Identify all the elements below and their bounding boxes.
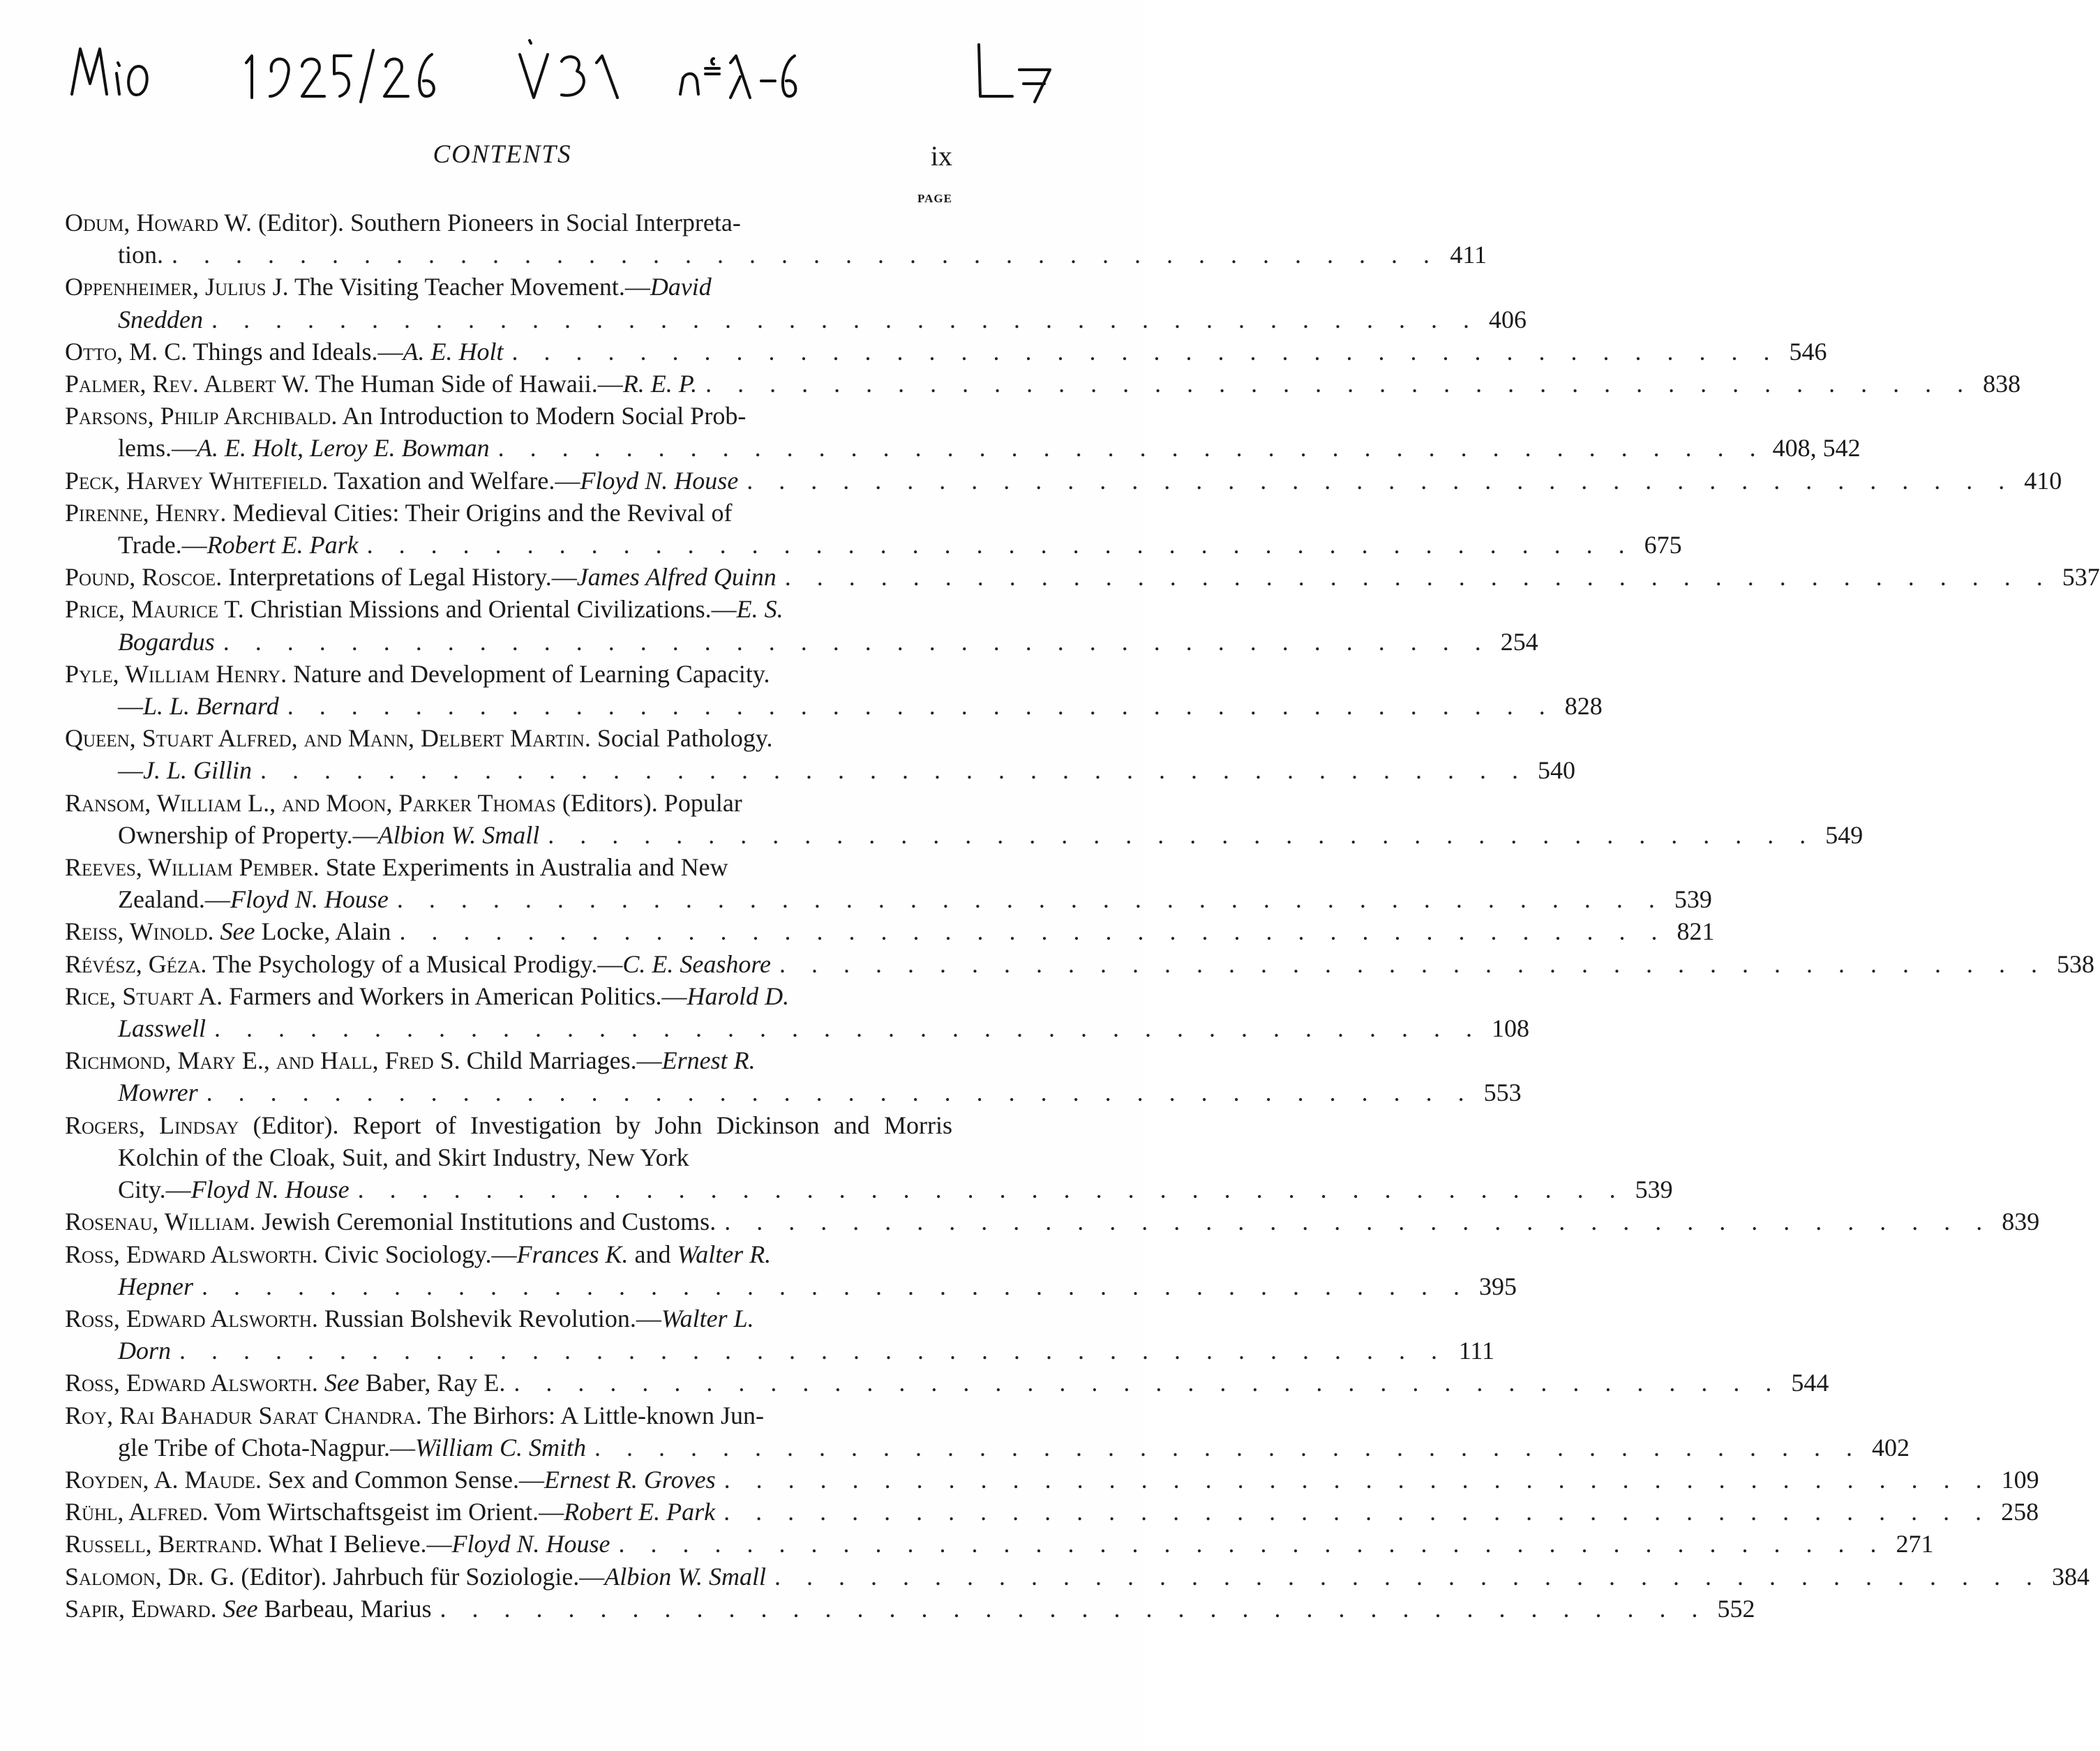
entry-reviewer: Hepner xyxy=(118,1272,193,1300)
entry-author: Rühl, Alfred. xyxy=(65,1498,209,1526)
entry-page-number: 540 xyxy=(1538,756,1576,785)
leader-dots: . . . . . . . . . . . . . . . . . . . . . . . . . . . . . . . . . . . . . . . . xyxy=(260,756,1529,785)
entry-reviewer: James Alfred Quinn xyxy=(576,563,777,592)
entry-lead-text xyxy=(118,1335,171,1367)
entry-last-line xyxy=(65,1561,2090,1593)
entry-title xyxy=(318,1369,324,1397)
entry-lead-text xyxy=(118,883,389,915)
entry-first-lines xyxy=(65,497,952,529)
entry-title: City.— xyxy=(118,1175,191,1204)
leader-dots: . . . . . . . . . . . . . . . . . . . . . . . . . . . . . . . . . . . . . . . . xyxy=(618,1530,1887,1558)
entry-author: Pound, Roscoe. xyxy=(65,563,223,592)
entry-lead-text xyxy=(118,1173,350,1205)
entry-title: (Editor). Jahrbuch für Soziologie.— xyxy=(234,1562,605,1591)
entry-title: Vom Wirtschaftsgeist im Orient.— xyxy=(208,1498,564,1526)
contents-entry xyxy=(65,561,2100,593)
entry-last-line xyxy=(118,1335,1495,1367)
entry-last-line xyxy=(118,1431,1910,1464)
entry-reviewer: Walter L. xyxy=(661,1304,754,1332)
leader-dots: . . . . . . . . . . . . . . . . . . . . . . . . . . . . . . . . . . . . . . . . xyxy=(548,820,1816,849)
entry-last-line xyxy=(118,819,1863,851)
entry-last-line xyxy=(118,626,1538,658)
page-title: CONTENTS xyxy=(433,140,572,169)
entry-author: Pyle, William Henry. xyxy=(65,659,287,688)
contents-entry xyxy=(65,465,2062,497)
entry-author: Richmond, Mary E., and Hall, Fred S. xyxy=(65,1046,460,1075)
contents-entry xyxy=(65,271,1527,335)
entry-last-line xyxy=(65,561,2100,593)
entry-author: Ross, Edward Alsworth. xyxy=(65,1304,318,1332)
entry-reviewer: Ernest R. Groves xyxy=(543,1465,716,1494)
entry-author: Salomon, Dr. G. xyxy=(65,1562,235,1591)
entry-title: The Birhors: A Little-known Jun- xyxy=(421,1401,765,1429)
entry-cross-reference: Barbeau, Marius xyxy=(257,1594,432,1623)
entry-last-line xyxy=(65,465,2062,497)
entry-last-line xyxy=(118,1173,1673,1205)
entry-lead-text xyxy=(65,1205,716,1238)
entry-lead-text xyxy=(65,1561,766,1593)
entry-conjunction: and xyxy=(628,1240,677,1268)
entry-reviewer: William C. Smith xyxy=(414,1433,587,1461)
entry-first-lines xyxy=(65,1399,952,1431)
entry-reviewer: Bogardus xyxy=(118,627,215,656)
entry-title: — xyxy=(118,756,143,785)
entry-page-number: 410 xyxy=(2024,466,2062,495)
entry-page-number: 258 xyxy=(2001,1498,2039,1526)
entry-reviewer: Floyd N. House xyxy=(230,885,389,914)
entry-author: Révész, Géza. xyxy=(65,949,207,978)
entry-page-number: 828 xyxy=(1564,692,1603,721)
contents-entry xyxy=(65,1593,1755,1625)
entry-author: Oppenheimer, Julius J. xyxy=(65,273,289,301)
entry-lead-text xyxy=(118,754,252,786)
leader-dots: . . . . . . . . . . . . . . . . . . . . . . . . . . . . . . . . . . . . . . . . xyxy=(214,1014,1483,1043)
entry-title: tion. xyxy=(118,241,164,269)
entry-author: Parsons, Philip Archibald. xyxy=(65,402,338,430)
leader-dots: . . . . . . . . . . . . . . . . . . . . . . . . . . . . . . . . . . . . . . . . xyxy=(723,1465,1992,1494)
entry-title: Taxation and Welfare.— xyxy=(328,466,580,495)
leader-dots: . . . . . . . . . . . . . . . . . . . . . . . . . . . . . . . . . . . . . . . . xyxy=(723,1498,1992,1526)
leader-dots: . . . . . . . . . . . . . . . . . . . . . . . . . . . . . . . . . . . . . . . . xyxy=(724,1208,1993,1236)
contents-entry xyxy=(65,915,1715,947)
entry-reviewer: Albion W. Small xyxy=(604,1562,766,1591)
entry-reviewer: E. S. xyxy=(736,595,783,624)
leader-dots: . . . . . . . . . . . . . . . . . . . . . . . . . . . . . . . . . . . . . . . . xyxy=(779,949,2047,978)
entry-page-number: 408, 542 xyxy=(1772,434,1861,463)
entry-first-lines xyxy=(65,593,952,625)
entry-lead-text xyxy=(118,239,163,271)
entry-last-line xyxy=(118,239,1487,271)
entry-lead-text xyxy=(118,626,215,658)
entry-title: Russian Bolshevik Revolution.— xyxy=(317,1304,661,1332)
entry-author: Odum, Howard W. xyxy=(65,209,253,236)
entry-author: Russell, Bertrand. xyxy=(65,1530,263,1558)
entry-first-lines xyxy=(65,271,952,303)
entry-reviewer: L. L. Bernard xyxy=(143,692,279,721)
entry-page-number: 539 xyxy=(1635,1175,1673,1204)
entry-lead-text xyxy=(118,819,539,851)
contents-entry xyxy=(65,1399,1910,1464)
entry-lead-text xyxy=(118,1270,193,1302)
entry-page-number: 553 xyxy=(1483,1079,1522,1107)
entry-author: Price, Maurice T. xyxy=(65,595,244,624)
entry-page-number: 546 xyxy=(1789,337,1827,366)
entry-reviewer: Walter R. xyxy=(677,1240,772,1268)
entry-reviewer: Snedden xyxy=(118,305,203,333)
entry-last-line xyxy=(65,1593,1755,1625)
leader-dots: . . . . . . . . . . . . . . . . . . . . . . . . . . . . . . . . . . . . . . . . xyxy=(511,337,1780,366)
entry-reviewer: Robert E. Park xyxy=(564,1498,716,1526)
entry-page-number: 109 xyxy=(2001,1465,2039,1494)
entry-title: What I Believe.— xyxy=(262,1530,452,1558)
leader-dots: . . . . . . . . . . . . . . . . . . . . . . . . . . . . . . . . . . . . . . . . xyxy=(287,692,1555,721)
contents-entry xyxy=(65,1044,1522,1109)
entry-lead-text xyxy=(65,1464,716,1496)
entry-last-line xyxy=(118,883,1712,915)
entry-last-line xyxy=(118,1270,1517,1302)
entry-last-line xyxy=(118,529,1682,561)
entry-page-number: 271 xyxy=(1896,1530,1934,1558)
entry-page-number: 838 xyxy=(1983,370,2021,398)
entry-author: Otto, M. C. xyxy=(65,337,188,366)
entry-title: Nature and Development of Learning Capacity. xyxy=(287,659,770,688)
entry-last-line xyxy=(65,1205,2040,1238)
entry-author: Reiss, Winold. xyxy=(65,917,214,946)
entry-first-lines xyxy=(65,1109,952,1173)
leader-dots: . . . . . . . . . . . . . . . . . . . . . . . . . . . . . . . . . . . . . . . . xyxy=(201,1272,1469,1300)
entry-lead-text xyxy=(65,1496,715,1528)
entry-first-lines xyxy=(65,1238,952,1270)
entry-reviewer: R. E. P. xyxy=(622,370,698,398)
leader-dots: . . . . . . . . . . . . . . . . . . . . . . . . . . . . . . . . . . . . . . . . xyxy=(497,434,1766,463)
leader-dots: . . . . . . . . . . . . . . . . . . . . . . . . . . . . . . . . . . . . . . . . xyxy=(784,563,2053,592)
entry-title: An Introduction to Modern Social Prob- xyxy=(337,402,747,430)
entry-page-number: 406 xyxy=(1488,305,1527,333)
entry-author: Rice, Stuart A. xyxy=(65,982,223,1010)
entry-page-number: 552 xyxy=(1717,1594,1755,1623)
entry-reviewer: Floyd N. House xyxy=(451,1530,610,1558)
page-column-label: PAGE xyxy=(917,192,952,205)
entry-page-number: 108 xyxy=(1492,1014,1530,1043)
entry-title: The Psychology of a Musical Prodigy.— xyxy=(207,949,623,978)
entry-title: State Experiments in Australia and New xyxy=(319,853,728,882)
entry-title: Things and Ideals.— xyxy=(187,337,403,366)
entry-last-line xyxy=(65,1464,2039,1496)
entry-reviewer: C. E. Seashore xyxy=(622,949,771,978)
entry-last-line xyxy=(65,948,2094,980)
entry-title: lems.— xyxy=(118,434,197,463)
handwritten-shelf-mark xyxy=(66,35,1113,112)
entry-last-line xyxy=(118,1076,1522,1109)
entry-page-number: 549 xyxy=(1825,820,1863,849)
leader-dots: . . . . . . . . . . . . . . . . . . . . . . . . . . . . . . . . . . . . . . . . xyxy=(440,1594,1708,1623)
leader-dots: . . . . . . . . . . . . . . . . . . . . . . . . . . . . . . . . . . . . . . . . xyxy=(747,466,2015,495)
contents-entry xyxy=(65,400,1861,464)
contents-entry xyxy=(65,1496,2039,1528)
entry-title: Trade.— xyxy=(118,531,207,559)
entry-reviewer: J. L. Gillin xyxy=(143,756,253,785)
contents-entry xyxy=(65,851,1712,915)
entry-first-lines xyxy=(65,1044,952,1076)
entry-lead-text xyxy=(118,432,490,464)
entry-author: Rosenau, William. xyxy=(65,1208,256,1236)
entry-reviewer: Mowrer xyxy=(118,1079,198,1107)
entry-first-lines xyxy=(65,980,952,1012)
entry-last-line xyxy=(118,432,1861,464)
entry-lead-text xyxy=(65,465,738,497)
entry-first-lines xyxy=(65,206,952,239)
entry-author: Pirenne, Henry. xyxy=(65,498,227,527)
contents-entry xyxy=(65,948,2094,980)
leader-dots: . . . . . . . . . . . . . . . . . . . . . . . . . . . . . . . . . . . . . . . . xyxy=(211,305,1479,333)
entry-lead-text xyxy=(118,303,203,336)
entry-reviewer: Floyd N. House xyxy=(580,466,739,495)
entry-page-number: 821 xyxy=(1677,917,1715,946)
entry-last-line xyxy=(65,368,2021,400)
entry-first-lines xyxy=(65,400,952,432)
entry-lead-text xyxy=(118,1431,586,1464)
leader-dots: . . . . . . . . . . . . . . . . . . . . . . . . . . . . . . . . . . . . . . . . xyxy=(513,1369,1782,1397)
entry-lead-text xyxy=(118,529,359,561)
leader-dots: . . . . . . . . . . . . . . . . . . . . . . . . . . . . . . . . . . . . . . . . xyxy=(594,1433,1863,1461)
entry-lead-text xyxy=(65,336,503,368)
entry-lead-text xyxy=(65,948,771,980)
entry-lead-text xyxy=(65,915,391,947)
entry-see-reference: See xyxy=(223,1594,258,1623)
entry-reviewer: A. E. Holt xyxy=(403,337,504,366)
entry-title: (Editors). Popular xyxy=(555,788,742,817)
entry-page-number: 395 xyxy=(1478,1272,1517,1300)
entry-title: Jewish Ceremonial Institutions and Customs. xyxy=(255,1208,717,1236)
entry-page-number: 539 xyxy=(1674,885,1712,914)
entry-title: Civic Sociology.— xyxy=(317,1240,517,1268)
entry-author: Ransom, William L., and Moon, Parker Thomas xyxy=(65,788,556,817)
contents-entry xyxy=(65,1528,1934,1560)
entry-reviewer: Floyd N. House xyxy=(190,1175,350,1204)
entry-page-number: 544 xyxy=(1791,1369,1829,1397)
entry-first-lines xyxy=(65,1302,952,1335)
leader-dots: . . . . . . . . . . . . . . . . . . . . . . . . . . . . . . . . . . . . . . . . xyxy=(223,627,1491,656)
leader-dots: . . . . . . . . . . . . . . . . . . . . . . . . . . . . . . . . . . . . . . . . xyxy=(179,1337,1448,1365)
entry-title: Christian Missions and Oriental Civilizations.— xyxy=(243,595,737,624)
entry-first-lines xyxy=(65,851,952,883)
entry-cross-reference: Locke, Alain xyxy=(255,917,391,946)
entry-author: Rogers, Lindsay xyxy=(65,1111,239,1139)
entry-page-number: 675 xyxy=(1644,531,1682,559)
entry-first-lines xyxy=(65,722,952,754)
entry-first-lines xyxy=(65,787,952,819)
entry-author: Peck, Harvey Whitefield. xyxy=(65,466,329,495)
entry-author: Ross, Edward Alsworth. xyxy=(65,1240,318,1268)
entry-see-reference: See xyxy=(220,917,255,946)
contents-entry xyxy=(65,368,2021,400)
contents-entry xyxy=(65,497,1682,561)
leader-dots: . . . . . . . . . . . . . . . . . . . . . . . . . . . . . . . . . . . . . . . . xyxy=(705,370,1974,398)
entry-page-number: 402 xyxy=(1872,1433,1910,1461)
entry-first-lines xyxy=(65,658,952,690)
contents-entry xyxy=(65,980,1530,1044)
entry-lead-text xyxy=(65,1528,610,1560)
entry-page-number: 538 xyxy=(2057,949,2094,978)
contents-entry xyxy=(65,593,1538,657)
entry-last-line xyxy=(118,690,1603,722)
entry-title: The Human Side of Hawaii.— xyxy=(309,370,623,398)
entry-last-line xyxy=(118,1012,1530,1044)
entry-last-line xyxy=(65,1496,2039,1528)
entry-page-number: 384 xyxy=(2051,1562,2090,1591)
entry-lead-text xyxy=(118,1012,206,1044)
entry-title xyxy=(214,917,220,945)
contents-list xyxy=(65,206,2100,1625)
leader-dots: . . . . . . . . . . . . . . . . . . . . . . . . . . . . . . . . . . . . . . . . xyxy=(366,531,1635,559)
entry-title: — xyxy=(118,692,143,721)
leader-dots: . . . . . . . . . . . . . . . . . . . . . . . . . . . . . . . . . . . . . . . . xyxy=(396,885,1665,914)
entry-author: Royden, A. Maude. xyxy=(65,1465,262,1494)
page-number: ix xyxy=(930,140,952,172)
entry-last-line xyxy=(65,1528,1934,1560)
running-head xyxy=(0,140,1143,181)
contents-entry xyxy=(65,206,1487,271)
contents-entry xyxy=(65,1238,1517,1302)
entry-lead-text xyxy=(65,1367,505,1399)
entry-author: Palmer, Rev. Albert W. xyxy=(65,370,310,398)
entry-page-number: 111 xyxy=(1458,1337,1495,1365)
entry-title xyxy=(217,1595,223,1623)
leader-dots: . . . . . . . . . . . . . . . . . . . . . . . . . . . . . . . . . . . . . . . . xyxy=(172,241,1440,269)
entry-title: gle Tribe of Chota-Nagpur.— xyxy=(118,1433,415,1461)
entry-lead-text xyxy=(118,1076,198,1109)
entry-last-line xyxy=(65,336,1827,368)
entry-reviewer: Harold D. xyxy=(687,982,790,1010)
leader-dots: . . . . . . . . . . . . . . . . . . . . . . . . . . . . . . . . . . . . . . . . xyxy=(399,917,1667,946)
entry-title: Farmers and Workers in American Politics.— xyxy=(223,982,687,1010)
entry-lead-text xyxy=(65,1593,432,1625)
entry-title: (Editor). Report of Investigation by John Dickinson and Morris Kolchin of the Cloak, Suit, and Skirt Industry, New York xyxy=(118,1111,952,1171)
leader-dots: . . . . . . . . . . . . . . . . . . . . . . . . . . . . . . . . . . . . . . . . xyxy=(774,1562,2042,1591)
entry-reviewer: Frances K. xyxy=(516,1240,629,1268)
entry-reviewer: Ernest R. xyxy=(661,1046,756,1075)
leader-dots: . . . . . . . . . . . . . . . . . . . . . . . . . . . . . . . . . . . . . . . . xyxy=(357,1175,1626,1204)
entry-page-number: 537 xyxy=(2062,563,2100,592)
entry-last-line xyxy=(118,303,1527,336)
entry-reviewer: David xyxy=(650,273,712,301)
entry-reviewer: Albion W. Small xyxy=(377,820,540,849)
entry-title: Interpretations of Legal History.— xyxy=(222,563,577,592)
contents-entry xyxy=(65,658,1603,722)
entry-author: Ross, Edward Alsworth. xyxy=(65,1369,318,1397)
entry-reviewer: Robert E. Park xyxy=(207,531,359,559)
contents-entry xyxy=(65,1109,1673,1206)
entry-last-line xyxy=(65,1367,1829,1399)
contents-entry xyxy=(65,1205,2040,1238)
entry-title: Social Pathology. xyxy=(590,724,773,753)
contents-entry xyxy=(65,787,1863,851)
entry-lead-text xyxy=(65,561,777,593)
entry-reviewer: A. E. Holt, Leroy E. Bowman xyxy=(197,434,490,463)
entry-see-reference: See xyxy=(324,1369,359,1397)
entry-lead-text xyxy=(65,368,697,400)
entry-author: Sapir, Edward. xyxy=(65,1594,217,1623)
contents-entry xyxy=(65,1367,1829,1399)
contents-entry xyxy=(65,722,1576,786)
entry-page-number: 839 xyxy=(2002,1208,2040,1236)
entry-last-line xyxy=(65,915,1715,947)
entry-author: Roy, Rai Bahadur Sarat Chandra. xyxy=(65,1401,422,1429)
handwriting-drawing xyxy=(66,35,1113,112)
entry-title: (Editor). Southern Pioneers in Social Interpreta- xyxy=(252,209,741,236)
entry-cross-reference: Baber, Ray E. xyxy=(359,1369,506,1397)
contents-entry xyxy=(65,336,1827,368)
entry-author: Queen, Stuart Alfred, and Mann, Delbert Martin. xyxy=(65,724,591,753)
entry-title: Child Marriages.— xyxy=(460,1046,662,1075)
entry-last-line xyxy=(118,754,1576,786)
leader-dots: . . . . . . . . . . . . . . . . . . . . . . . . . . . . . . . . . . . . . . . . xyxy=(206,1079,1474,1107)
entry-author: Reeves, William Pember. xyxy=(65,853,320,882)
entry-page-number: 411 xyxy=(1450,241,1487,269)
entry-title: The Visiting Teacher Movement.— xyxy=(288,273,650,301)
entry-reviewer: Dorn xyxy=(118,1337,172,1365)
entry-title: Sex and Common Sense.— xyxy=(261,1465,544,1494)
entry-reviewer: Lasswell xyxy=(118,1014,207,1043)
contents-entry xyxy=(65,1302,1495,1367)
contents-entry xyxy=(65,1464,2039,1496)
entry-title: Ownership of Property.— xyxy=(118,820,378,849)
entry-page-number: 254 xyxy=(1500,627,1538,656)
entry-title: Medieval Cities: Their Origins and the Revival of xyxy=(226,498,733,527)
contents-entry xyxy=(65,1561,2090,1593)
entry-lead-text xyxy=(118,690,279,722)
entry-title: Zealand.— xyxy=(118,885,230,914)
